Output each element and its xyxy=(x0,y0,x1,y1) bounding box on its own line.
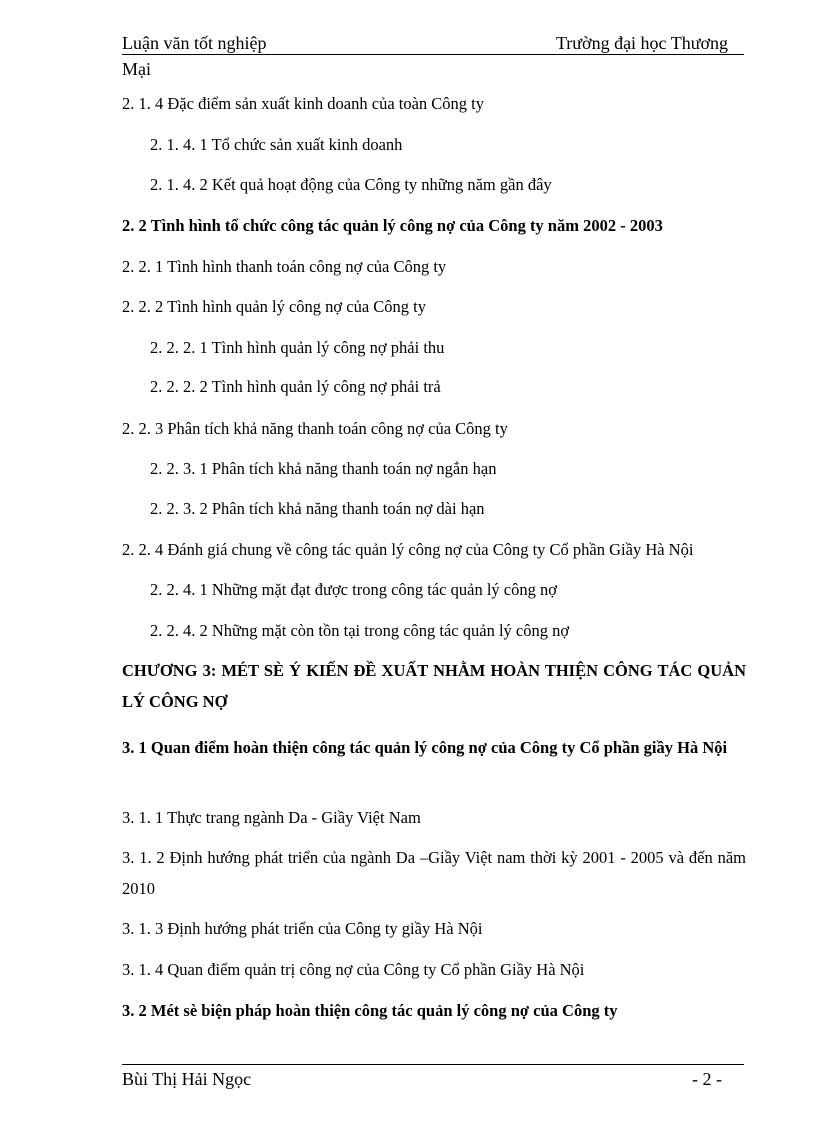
toc-entry-2-2-4-1: 2. 2. 4. 1 Những mặt đạt được trong công tác quản lý công nợ xyxy=(150,580,557,599)
toc-entry-2-1-4-2: 2. 1. 4. 2 Kết quả hoạt động của Công ty những năm gần đây xyxy=(150,175,552,194)
toc-entry-3-1-4: 3. 1. 4 Quan điểm quản trị công nợ của Công ty Cổ phần Giầy Hà Nội xyxy=(122,960,585,979)
footer-author: Bùi Thị Hải Ngọc xyxy=(122,1069,252,1089)
toc-entry-2-2-4: 2. 2. 4 Đánh giá chung về công tác quản lý công nợ của Công ty Cổ phần Giầy Hà Nội xyxy=(122,540,694,559)
toc-entry-2-2-2: 2. 2. 2 Tình hình quản lý công nợ của Công ty xyxy=(122,297,427,316)
footer-page-number: - 2 - xyxy=(692,1069,722,1089)
toc-entry-2-1-4-1: 2. 1. 4. 1 Tổ chức sản xuất kinh doanh xyxy=(150,135,403,154)
toc-entry-2-2: 2. 2 Tình hình tổ chức công tác quản lý công nợ của Công ty năm 2002 - 2003 xyxy=(122,216,663,235)
toc-entry-3-1-2: 3. 1. 2 Định hướng phát triển của ngành Da –Giầy Việt nam thời kỳ 2001 - 2005 và đến năm 2010 xyxy=(122,848,746,898)
toc-entry-2-2-2-1: 2. 2. 2. 1 Tình hình quản lý công nợ phải thu xyxy=(150,338,445,357)
page-header xyxy=(122,32,744,55)
toc-entry-3-1-3: 3. 1. 3 Định hướng phát triển của Công ty giầy Hà Nội xyxy=(122,919,483,938)
toc-entry-2-2-3-1: 2. 2. 3. 1 Phân tích khả năng thanh toán nợ ngắn hạn xyxy=(150,459,497,478)
header-university-continuation: Mại xyxy=(122,59,151,79)
toc-entry-2-2-3: 2. 2. 3 Phân tích khả năng thanh toán công nợ của Công ty xyxy=(122,419,508,438)
toc-entry-3-1: 3. 1 Quan điểm hoàn thiện công tác quản lý công nợ của Công ty Cổ phần giầy Hà Nội xyxy=(122,738,728,757)
header-thesis-label: Luận văn tốt nghiệp xyxy=(122,33,267,53)
toc-entry-2-2-4-2: 2. 2. 4. 2 Những mặt còn tồn tại trong công tác quản lý công nợ xyxy=(150,621,570,640)
toc-entry-chapter-3: CHƯƠNG 3: MÉT SÈ Ý KIẾN ĐỀ XUẤT NHẰM HOÀN THIỆN CÔNG TÁC QUẢN LÝ CÔNG NỢ xyxy=(122,661,746,711)
toc-entry-2-2-1: 2. 2. 1 Tình hình thanh toán công nợ của Công ty xyxy=(122,257,447,276)
toc-entry-2-1-4: 2. 1. 4 Đặc điểm sản xuất kinh doanh của toàn Công ty xyxy=(122,94,485,113)
toc-entry-2-2-3-2: 2. 2. 3. 2 Phân tích khả năng thanh toán nợ dài hạn xyxy=(150,499,485,518)
toc-entry-3-1-1: 3. 1. 1 Thực trang ngành Da - Giầy Việt Nam xyxy=(122,808,421,827)
footer-divider xyxy=(122,1064,744,1065)
toc-entry-3-2: 3. 2 Mét sè biện pháp hoàn thiện công tác quản lý công nợ của Công ty xyxy=(122,1001,618,1020)
header-university-name: Trường đại học Thương xyxy=(555,33,728,53)
toc-entry-2-2-2-2: 2. 2. 2. 2 Tình hình quản lý công nợ phải trả xyxy=(150,377,441,396)
